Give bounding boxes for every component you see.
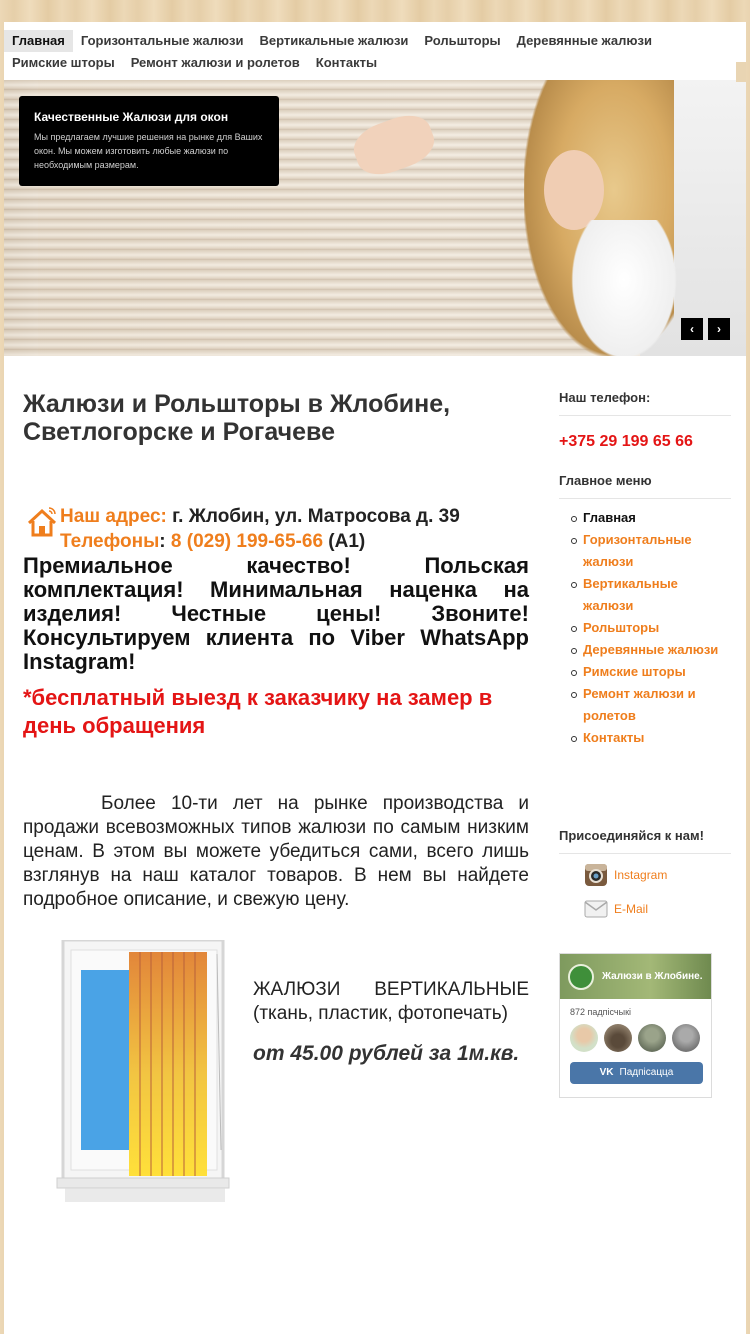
vertical-blinds-image[interactable] [55, 940, 235, 1210]
sidebar-item-horizontal-blinds[interactable]: Горизонтальные жалюзи [569, 529, 731, 573]
social-instagram[interactable] [584, 862, 731, 888]
mail-icon [584, 897, 608, 921]
vk-icon: VK [599, 1067, 614, 1078]
about-paragraph: Более 10-ти лет на рынке производства и продажи всевозможных типов жалюзи по самым низким ценам. В этом вы можете убедиться сами, всего лишь взглянув на наш каталог товаров. В нем вы найдете подробное описание, и свежую цену. [23, 793, 529, 910]
free-measure-text: *бесплатный выезд к заказчику на замер в день обращения [23, 685, 493, 738]
sidebar-item-vertical-blinds[interactable]: Вертикальные жалюзи [569, 573, 731, 617]
nav-item-roller-blinds[interactable]: Рольшторы [424, 33, 501, 48]
social-email[interactable] [584, 896, 731, 922]
sidebar-item-roman-shades[interactable]: Римские шторы [569, 661, 731, 683]
phone-heading: Наш телефон: [559, 390, 731, 416]
sidebar-phone[interactable]: +375 29 199 65 66 [559, 433, 693, 450]
vk-subscriber-count: 872 падпісчыкі [570, 1007, 632, 1017]
phones-note: (А1) [323, 531, 366, 552]
slide-caption-text: Мы предлагаем лучшие решения на рынке для Ваших окон. Мы можем изготовить любые жалюзи по необходимым размерам. [34, 132, 263, 170]
nav-item-roman-shades[interactable]: Римские шторы [12, 55, 115, 70]
instagram-icon [584, 863, 608, 887]
slider-prev-button[interactable]: ‹ [681, 318, 703, 340]
phones-link[interactable]: 8 (029) 199-65-66 [170, 531, 324, 552]
hero-slider [4, 80, 746, 356]
promo-text: Премиальное качество! Польская комплектация! Минимальная наценка на изделия! Честные цены! Звоните! Консультируем клиента по Viber WhatsApp Instagram! [23, 553, 529, 674]
nav-row-1 [4, 30, 746, 52]
page-title: Жалюзи и Рольшторы в Жлобине, Светлогорске и Рогачеве [23, 390, 451, 446]
slide-caption [19, 96, 279, 186]
address-line [60, 504, 529, 529]
product-title[interactable]: ЖАЛЮЗИ ВЕРТИКАЛЬНЫЕ (ткань, пластик, фотопечать) [253, 979, 529, 1024]
slide-woman-face [544, 150, 604, 230]
sidebar [559, 390, 731, 1078]
sidebar-item-roller-blinds[interactable]: Рольшторы [569, 617, 731, 639]
vk-subscribe-button[interactable] [570, 1062, 703, 1084]
nav-row-2 [4, 52, 746, 74]
address-value: г. Жлобин, ул. Матросова д. 39 [166, 506, 460, 527]
vk-group-widget [559, 953, 712, 1098]
nav-item-home[interactable]: Главная [4, 30, 73, 52]
nav-item-vertical-blinds[interactable]: Вертикальные жалюзи [259, 33, 409, 48]
avatar[interactable] [604, 1024, 632, 1052]
vk-subscriber-avatars [570, 1024, 711, 1052]
product-price: от 45.00 рублей за 1м.кв. [253, 1042, 520, 1065]
top-navigation [4, 30, 746, 74]
nav-item-repair[interactable]: Ремонт жалюзи и ролетов [130, 55, 300, 70]
slide-caption-title: Качественные Жалюзи для окон [34, 110, 229, 124]
nav-item-contacts[interactable]: Контакты [315, 55, 378, 70]
slider-next-button[interactable]: › [708, 318, 730, 340]
slide-woman-body [564, 220, 684, 356]
avatar[interactable] [570, 1024, 598, 1052]
phones-label: Телефоны [60, 531, 160, 552]
phones-line [60, 529, 529, 554]
join-section [559, 828, 731, 922]
instagram-link[interactable]: Instagram [614, 868, 668, 882]
menu-heading: Главное меню [559, 473, 731, 499]
phones-separator: : [159, 531, 171, 552]
nav-item-horizontal-blinds[interactable]: Горизонтальные жалюзи [80, 33, 244, 48]
scrollbar-tab[interactable] [736, 62, 746, 82]
vk-widget-header[interactable] [560, 954, 711, 999]
page-container [4, 22, 746, 1334]
sidebar-menu [569, 507, 731, 749]
avatar[interactable] [672, 1024, 700, 1052]
join-heading: Присоединяйся к нам! [559, 828, 731, 854]
home-icon [25, 506, 59, 540]
email-link[interactable]: E-Mail [614, 902, 649, 916]
sidebar-item-home[interactable]: Главная [569, 507, 731, 529]
nav-item-wooden-blinds[interactable]: Деревянные жалюзи [516, 33, 652, 48]
vk-group-name[interactable]: Жалюзи в Жлобине. [602, 971, 703, 982]
address-label: Наш адрес: [60, 506, 167, 527]
sidebar-item-repair[interactable]: Ремонт жалюзи и ролетов [569, 683, 731, 727]
vk-subscribe-label: Падпісацца [619, 1067, 674, 1078]
vk-group-logo [568, 964, 594, 990]
sidebar-item-wooden-blinds[interactable]: Деревянные жалюзи [569, 639, 731, 661]
main-content [23, 390, 529, 1065]
product-vertical-blinds [23, 940, 529, 1240]
avatar[interactable] [638, 1024, 666, 1052]
contact-block [23, 504, 529, 740]
sidebar-item-contacts[interactable]: Контакты [569, 727, 731, 749]
